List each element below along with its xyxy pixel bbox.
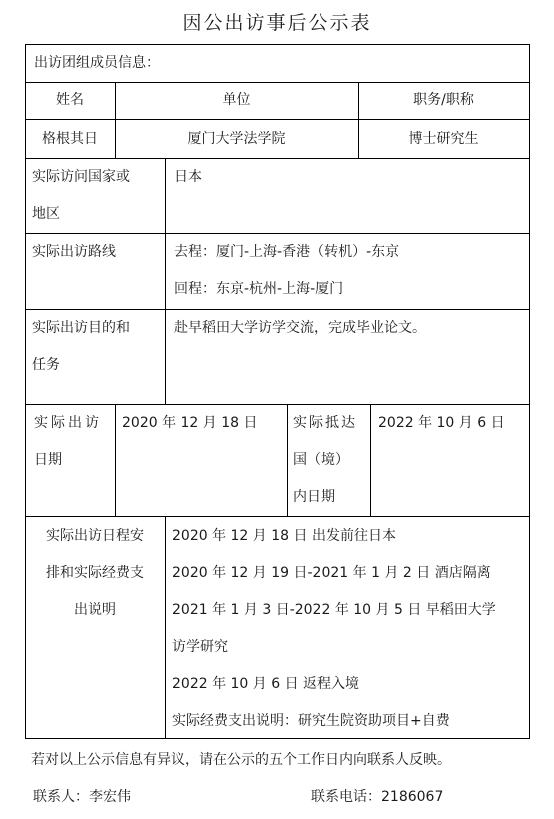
depart-date-value: 2020 年 12 月 18 日 [122, 415, 258, 431]
route-return: 回程：东京-杭州-上海-厦门 [174, 281, 344, 297]
return-date-label: 实际抵达 [293, 415, 357, 431]
depart-date-label: 实际出访 [34, 415, 102, 431]
col-divider [287, 404, 288, 516]
contact-phone: 联系电话：2186067 [311, 789, 444, 805]
name-column-header: 姓名 [56, 92, 84, 108]
disclosure-table [25, 44, 530, 739]
members-header: 出访团组成员信息： [34, 55, 160, 71]
contact-person: 联系人：李宏伟 [33, 789, 131, 805]
depart-date-label: 日期 [34, 452, 62, 468]
schedule-line: 实际经费支出说明：研究生院资助项目+自费 [172, 713, 450, 729]
schedule-line: 2020 年 12 月 18 日 出发前往日本 [172, 528, 396, 544]
col-divider [165, 516, 166, 738]
country-value: 日本 [174, 169, 202, 185]
schedule-label: 排和实际经费支 [46, 565, 144, 581]
unit-column-header: 单位 [222, 92, 251, 108]
row-divider [25, 119, 530, 120]
schedule-label: 实际出访日程安 [46, 528, 144, 544]
purpose-value: 赴早稻田大学访学交流，完成毕业论文。 [174, 320, 426, 336]
schedule-label: 出说明 [74, 602, 116, 618]
member-position: 博士研究生 [408, 131, 479, 147]
country-label: 实际访问国家或 [32, 169, 130, 185]
route-label: 实际出访路线 [32, 244, 116, 260]
col-divider [370, 404, 371, 516]
schedule-line: 2021 年 1 月 3 日-2022 年 10 月 5 日 早稻田大学 [172, 602, 496, 618]
position-column-header: 职务/职称 [413, 92, 474, 108]
purpose-label: 任务 [32, 357, 60, 373]
return-date-label: 内日期 [293, 489, 335, 505]
route-outbound: 去程：厦门-上海-香港（转机）-东京 [174, 244, 400, 260]
col-divider [165, 158, 166, 404]
col-divider [115, 404, 116, 516]
page-title: 因公出访事后公示表 [182, 12, 372, 34]
member-name: 格根其日 [42, 131, 98, 147]
member-unit: 厦门大学法学院 [187, 131, 286, 147]
table-border-right [529, 44, 530, 739]
schedule-line: 2022 年 10 月 6 日 返程入境 [172, 676, 360, 692]
return-date-label: 国（境） [293, 452, 349, 468]
row-divider [25, 516, 530, 517]
return-date-value: 2022 年 10 月 6 日 [378, 415, 505, 431]
purpose-label: 实际出访目的和 [32, 320, 130, 336]
schedule-line: 2020 年 12 月 19 日-2021 年 1 月 2 日 酒店隔离 [172, 565, 491, 581]
objection-notice: 若对以上公示信息有异议，请在公示的五个工作日内向联系人反映。 [31, 752, 451, 768]
country-label: 地区 [32, 206, 60, 222]
schedule-line: 访学研究 [172, 639, 228, 655]
